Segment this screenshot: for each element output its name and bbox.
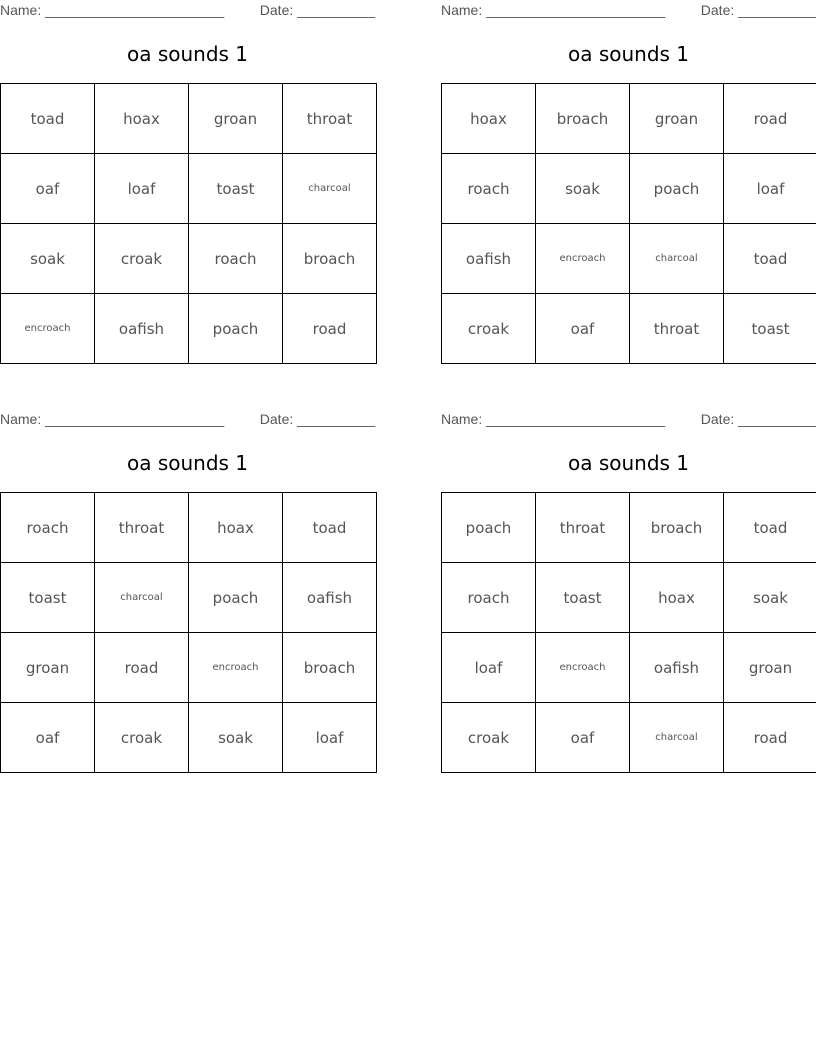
grid-cell: encroach (1, 294, 95, 364)
grid-cell: croak (95, 224, 189, 294)
grid-cell: road (283, 294, 377, 364)
grid-cell: poach (630, 154, 724, 224)
grid-cell: charcoal (95, 563, 189, 633)
grid-cell: toast (1, 563, 95, 633)
name-date-row (0, 0, 375, 22)
grid-cell: toast (189, 154, 283, 224)
name-field: Name: _______________________ (441, 411, 666, 427)
grid-row (442, 294, 816, 364)
grid-cell: throat (536, 493, 630, 563)
grid-cell: croak (95, 703, 189, 773)
grid-cell: toad (724, 224, 816, 294)
grid-cell: throat (283, 84, 377, 154)
grid-cell: oafish (95, 294, 189, 364)
bingo-grid (441, 492, 816, 773)
grid-cell: road (95, 633, 189, 703)
date-field: Date: __________ (700, 411, 816, 427)
name-date-row (441, 0, 816, 22)
grid-row (442, 703, 816, 773)
grid-cell: loaf (283, 703, 377, 773)
name-field: Name: _______________________ (0, 411, 225, 427)
card-title: oa sounds 1 (567, 451, 690, 475)
bingo-grid (0, 83, 377, 364)
grid-cell: encroach (536, 224, 630, 294)
grid-row (442, 633, 816, 703)
name-date-row (0, 409, 375, 431)
grid-cell: croak (442, 703, 536, 773)
grid-cell: roach (442, 154, 536, 224)
grid-row (442, 154, 816, 224)
grid-cell: roach (442, 563, 536, 633)
grid-cell: loaf (442, 633, 536, 703)
grid-cell: soak (189, 703, 283, 773)
grid-cell: croak (442, 294, 536, 364)
grid-cell: oaf (536, 294, 630, 364)
name-field: Name: _______________________ (0, 2, 225, 18)
grid-row (1, 224, 377, 294)
grid-cell: toast (724, 294, 816, 364)
grid-cell: groan (189, 84, 283, 154)
bingo-card-4 (441, 409, 816, 747)
card-title: oa sounds 1 (126, 451, 249, 475)
grid-cell: groan (630, 84, 724, 154)
grid-cell: oafish (630, 633, 724, 703)
grid-cell: oafish (283, 563, 377, 633)
grid-row (442, 84, 816, 154)
grid-cell: oaf (1, 154, 95, 224)
grid-cell: loaf (95, 154, 189, 224)
name-date-row (441, 409, 816, 431)
grid-row (442, 493, 816, 563)
grid-cell: soak (536, 154, 630, 224)
card-title: oa sounds 1 (126, 42, 249, 66)
grid-cell: oafish (442, 224, 536, 294)
grid-cell: throat (630, 294, 724, 364)
grid-cell: poach (442, 493, 536, 563)
grid-row (1, 493, 377, 563)
grid-row (442, 563, 816, 633)
grid-cell: broach (536, 84, 630, 154)
grid-cell: hoax (189, 493, 283, 563)
grid-cell: toad (1, 84, 95, 154)
grid-row (442, 224, 816, 294)
grid-cell: encroach (536, 633, 630, 703)
grid-cell: throat (95, 493, 189, 563)
grid-cell: charcoal (630, 703, 724, 773)
card-title: oa sounds 1 (567, 42, 690, 66)
grid-cell: poach (189, 294, 283, 364)
date-field: Date: __________ (700, 2, 816, 18)
name-field: Name: _______________________ (441, 2, 666, 18)
date-field: Date: __________ (259, 411, 375, 427)
grid-cell: toast (536, 563, 630, 633)
grid-cell: oaf (1, 703, 95, 773)
grid-cell: charcoal (630, 224, 724, 294)
bingo-card-3 (0, 409, 375, 747)
grid-row (1, 154, 377, 224)
grid-cell: hoax (442, 84, 536, 154)
grid-cell: soak (1, 224, 95, 294)
grid-cell: groan (1, 633, 95, 703)
grid-cell: hoax (95, 84, 189, 154)
grid-cell: toad (283, 493, 377, 563)
bingo-card-2 (441, 0, 816, 338)
bingo-grid (441, 83, 816, 364)
grid-cell: broach (283, 633, 377, 703)
bingo-grid (0, 492, 377, 773)
grid-cell: roach (1, 493, 95, 563)
grid-cell: road (724, 703, 816, 773)
grid-cell: loaf (724, 154, 816, 224)
grid-cell: encroach (189, 633, 283, 703)
grid-cell: roach (189, 224, 283, 294)
grid-row (1, 294, 377, 364)
grid-cell: charcoal (283, 154, 377, 224)
grid-row (1, 563, 377, 633)
grid-row (1, 633, 377, 703)
grid-row (1, 703, 377, 773)
grid-row (1, 84, 377, 154)
grid-cell: poach (189, 563, 283, 633)
grid-cell: hoax (630, 563, 724, 633)
date-field: Date: __________ (259, 2, 375, 18)
grid-cell: groan (724, 633, 816, 703)
grid-cell: soak (724, 563, 816, 633)
grid-cell: broach (283, 224, 377, 294)
grid-cell: toad (724, 493, 816, 563)
grid-cell: road (724, 84, 816, 154)
bingo-card-1 (0, 0, 375, 338)
grid-cell: broach (630, 493, 724, 563)
grid-cell: oaf (536, 703, 630, 773)
